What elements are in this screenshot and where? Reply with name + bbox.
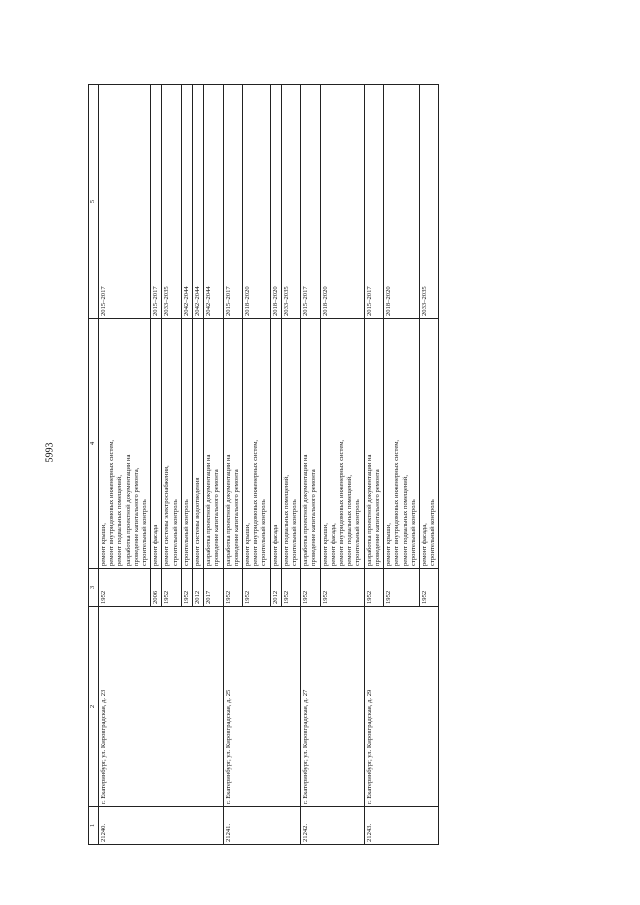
works-list — [223, 319, 242, 569]
build-year: 1952 — [281, 569, 300, 607]
works-list — [364, 319, 383, 569]
build-year: 2017 — [204, 569, 223, 607]
works-list — [99, 319, 151, 569]
build-year: 1952 — [162, 569, 181, 607]
table-row — [223, 85, 242, 845]
repair-period: 2042–2044 — [181, 85, 192, 319]
repair-period: 2033–2035 — [281, 85, 300, 319]
capital-repair-table — [88, 84, 439, 845]
works-list — [193, 319, 204, 569]
work-item: разработка проектной документации на — [365, 454, 373, 566]
table-row — [99, 85, 151, 845]
build-year: 2006 — [151, 569, 162, 607]
work-item: ремонт фасада, — [329, 523, 337, 566]
work-item: проведение капитального ремонта — [310, 469, 318, 566]
build-year: 1952 — [181, 569, 192, 607]
work-item: ремонт фасада — [271, 524, 279, 566]
work-item: проведение капитального ремонта — [213, 469, 221, 566]
repair-period: 2042–2044 — [193, 85, 204, 319]
work-item: ремонт подвальных помещений, — [401, 475, 409, 566]
row-number: 21241. — [223, 807, 301, 845]
column-number-row — [89, 85, 99, 845]
build-year: 1952 — [243, 569, 271, 607]
works-list — [281, 319, 300, 569]
works-list — [181, 319, 192, 569]
work-item: ремонт внутридомовых инженерных систем, — [252, 439, 260, 566]
repair-period: 2018–2020 — [243, 85, 271, 319]
work-item: ремонт подвальных помещений, — [116, 475, 124, 566]
build-year: 1952 — [320, 569, 364, 607]
work-item: ремонт системы водоотведения — [194, 477, 202, 566]
column-number: 3 — [89, 569, 99, 607]
table-row — [301, 85, 320, 845]
repair-period: 2018–2020 — [270, 85, 281, 319]
repair-period: 2018–2020 — [384, 85, 420, 319]
page-number: 5993 — [44, 442, 56, 463]
work-item: ремонт фасада, — [420, 523, 428, 566]
build-year: 1952 — [419, 569, 438, 607]
build-year: 2012 — [193, 569, 204, 607]
build-year: 1952 — [223, 569, 242, 607]
address: г. Екатеринбург, ул. Кировградская, д. 29 — [364, 607, 439, 807]
work-item: ремонт фасада — [152, 524, 160, 566]
work-item: ремонт внутридомовых инженерных систем, — [338, 439, 346, 566]
repair-period: 2015–2017 — [151, 85, 162, 319]
work-item: ремонт крыши, — [321, 523, 329, 566]
works-list — [320, 319, 364, 569]
repair-period: 2018–2020 — [320, 85, 364, 319]
works-list — [270, 319, 281, 569]
repair-period: 2033–2035 — [419, 85, 438, 319]
row-number: 21240. — [99, 807, 224, 845]
work-item: проведение капитального ремонта, — [132, 467, 140, 566]
work-item: строительный контроль — [260, 499, 268, 566]
works-list — [419, 319, 438, 569]
repair-period: 2015–2017 — [301, 85, 320, 319]
repair-period: 2015–2017 — [223, 85, 242, 319]
repair-period: 2033–2035 — [162, 85, 181, 319]
work-item: строительный контроль — [141, 499, 149, 566]
build-year: 2012 — [270, 569, 281, 607]
work-item: разработка проектной документации на — [224, 454, 232, 566]
table-row — [364, 85, 383, 845]
address: г. Екатеринбург, ул. Кировградская, д. 27 — [301, 607, 364, 807]
work-item: строительный контроль — [171, 499, 179, 566]
work-item: проведение капитального ремонта — [373, 469, 381, 566]
work-item: разработка проектной документации на — [302, 454, 310, 566]
rotated-table-wrap — [88, 85, 558, 845]
build-year: 1952 — [364, 569, 383, 607]
build-year: 1952 — [301, 569, 320, 607]
work-item: ремонт подвальных помещений, — [282, 475, 290, 566]
address: г. Екатеринбург, ул. Кировградская, д. 23 — [99, 607, 224, 807]
work-item: ремонт крыши, — [385, 523, 393, 566]
work-item: разработка проектной документации на — [124, 454, 132, 566]
build-year: 1952 — [99, 569, 151, 607]
work-item: строительный контроль — [291, 499, 299, 566]
column-number: 5 — [89, 85, 99, 319]
row-number: 21243. — [364, 807, 439, 845]
works-list — [162, 319, 181, 569]
works-list — [151, 319, 162, 569]
work-item: строительный контроль — [409, 499, 417, 566]
column-number: 1 — [89, 807, 99, 845]
repair-period: 2015–2017 — [364, 85, 383, 319]
work-item: ремонт системы электроснабжения, — [163, 465, 171, 566]
work-item: ремонт подвальных помещений, — [346, 475, 354, 566]
work-item: разработка проектной документации на — [205, 454, 213, 566]
build-year: 1952 — [384, 569, 420, 607]
work-item: ремонт крыши, — [244, 523, 252, 566]
repair-period: 2042–2044 — [204, 85, 223, 319]
column-number: 2 — [89, 607, 99, 807]
works-list — [301, 319, 320, 569]
column-number: 4 — [89, 319, 99, 569]
row-number: 21242. — [301, 807, 364, 845]
works-list — [243, 319, 271, 569]
work-item: ремонт крыши, — [100, 523, 107, 566]
work-item: строительный контроль — [354, 499, 362, 566]
works-list — [384, 319, 420, 569]
work-item: строительный контроль — [429, 499, 437, 566]
work-item: строительный контроль — [182, 499, 190, 566]
work-item: ремонт внутридомовых инженерных систем, — [108, 439, 116, 566]
work-item: ремонт внутридомовых инженерных систем, — [393, 439, 401, 566]
works-list — [204, 319, 223, 569]
work-item: проведение капитального ремонта — [232, 469, 240, 566]
table-body — [99, 85, 439, 845]
address: г. Екатеринбург, ул. Кировградская, д. 25 — [223, 607, 301, 807]
repair-period: 2015–2017 — [99, 85, 151, 319]
